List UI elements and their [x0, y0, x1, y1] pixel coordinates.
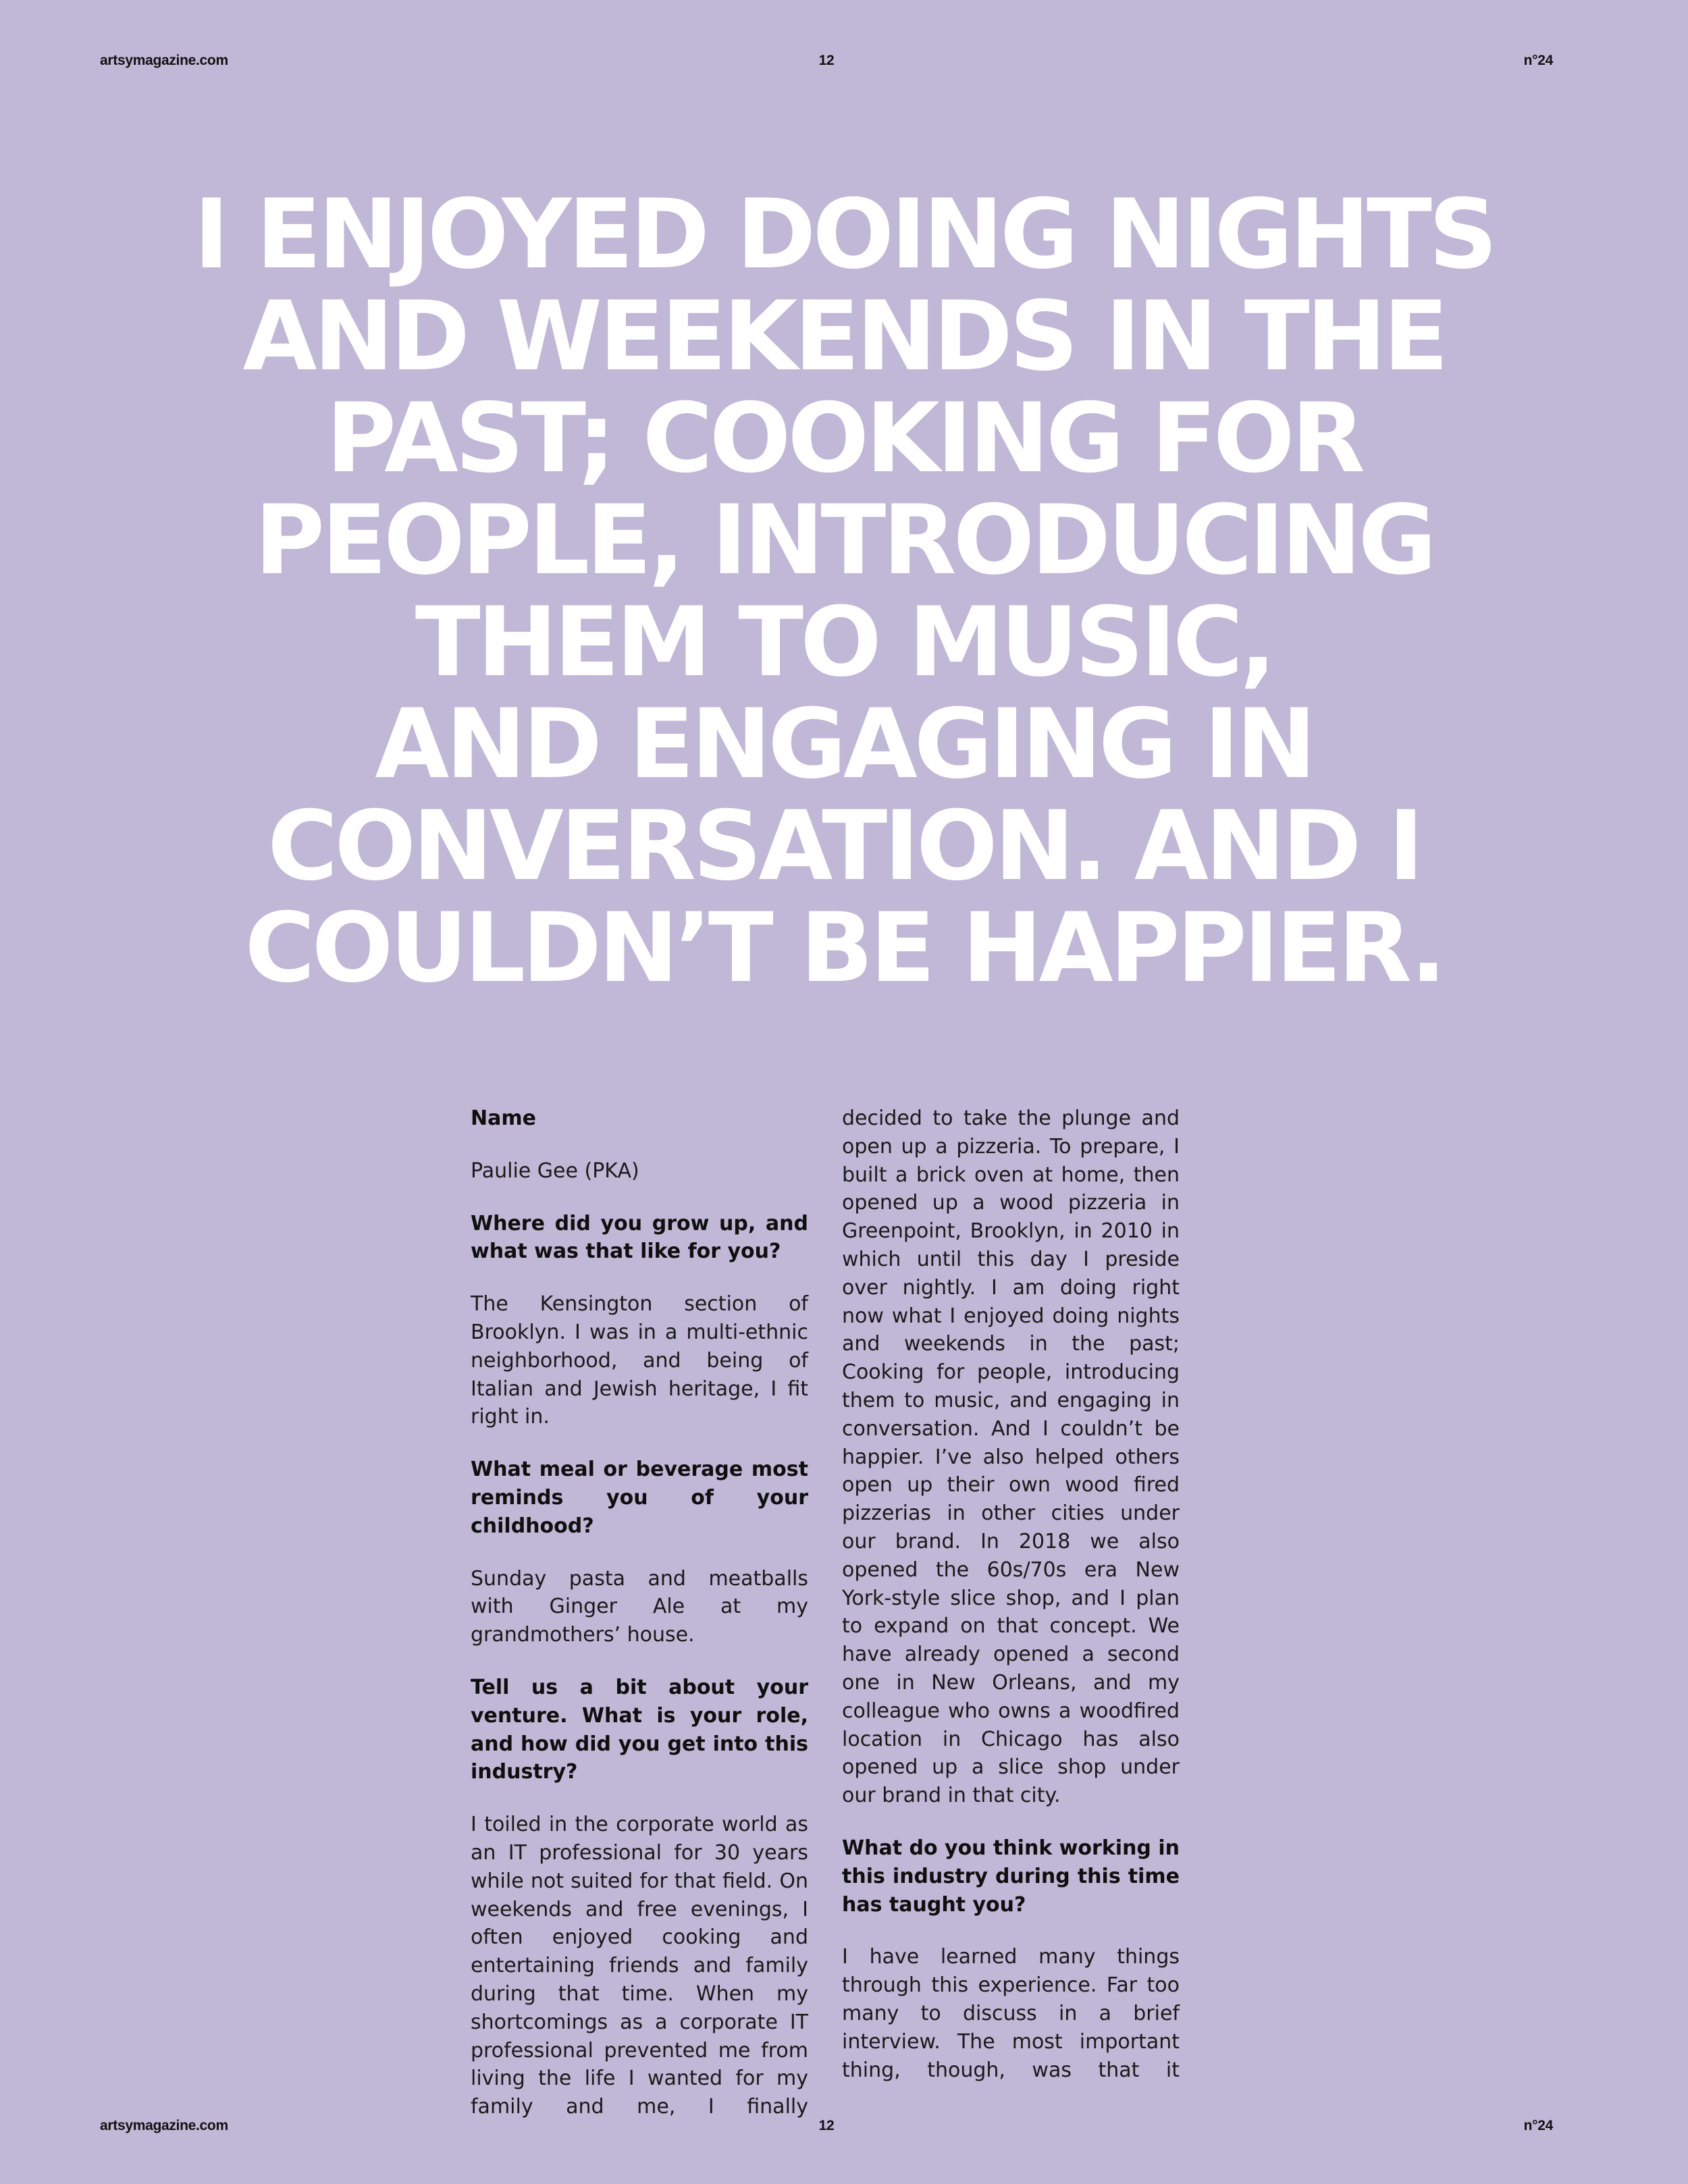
page-footer	[100, 2118, 1553, 2145]
pull-quote-line: I ENJOYED DOING NIGHTS	[193, 179, 1495, 290]
answer-2: Sunday pasta and meatballs with Ginger Ale at my grandmothers’ house.	[471, 1566, 808, 1647]
text-column-left	[471, 1104, 808, 2121]
question-2: What meal or beverage most reminds you of your childhood?	[471, 1458, 808, 1538]
pull-quote-line: THEM TO MUSIC,	[415, 587, 1273, 698]
pull-quote-line: PAST; COOKING FOR	[326, 383, 1362, 494]
footer-issue-number: n°24	[1523, 2118, 1553, 2133]
answer-3-part-2: decided to take the plunge and open up a pizzeria. To prepare, I built a brick oven at home, then opened up a wood pizzeria in Greenpoint, Brooklyn, in 2010 in which until this day I preside over nightly. I am doing right now what I enjoyed doing nights and weekends in the past; Cooking for people, introducing them to music, and engaging in conversation. And I couldn’t be happier. I’ve also helped others open up their own wood fired pizzerias in other cities under our brand. In 2018 we also opened the 60s/70s era New York-style slice shop, and I plan to expand on that concept. We have already opened a second one in New Orleans, and my colleague who owns a woodfired location in Chicago has also opened up a slice shop under our brand in that city.	[842, 1107, 1180, 1808]
header-site-name: artsymagazine.com	[100, 53, 228, 68]
answer-3-part-1: I toiled in the corporate world as an IT professional for 30 years while not suited for that field. On weekends and free evenings, I often enjoyed cooking and entertaining friends and family during that time. When my shortcomings as a corporate IT professional prevented me from living the life I wanted for my family and me, I finally	[471, 1813, 808, 2119]
answer-1: The Kensington section of Brooklyn. I was in a multi-ethnic neighborhood, and being of Italian and Jewish heritage, I fit right in.	[471, 1292, 808, 1429]
footer-site-name: artsymagazine.com	[100, 2118, 228, 2133]
pull-quote-line: AND ENGAGING IN	[375, 689, 1313, 800]
name-label: Name	[471, 1107, 536, 1130]
answer-4-part-1: I have learned many things through this experience. Far too many to discuss in a brief interview. The most important thing, though, was that it	[842, 1945, 1180, 2082]
pull-quote-line: AND WEEKENDS IN THE	[242, 281, 1446, 392]
pull-quote-line: COULDN’T BE HAPPIER.	[244, 893, 1444, 1004]
question-3: Tell us a bit about your venture. What is your role, and how did you get into this industry?	[471, 1675, 808, 1784]
pull-quote-line: CONVERSATION. AND I	[267, 791, 1421, 902]
name-value: Paulie Gee (PKA)	[471, 1158, 639, 1183]
question-1: Where did you grow up, and what was that like for you?	[471, 1211, 808, 1264]
text-column-right	[842, 1104, 1180, 2084]
pull-quote	[101, 179, 1587, 1004]
pull-quote-line: PEOPLE, INTRODUCING	[255, 485, 1433, 596]
header-issue-number: n°24	[1523, 53, 1553, 68]
page-header	[100, 53, 1553, 80]
header-page-number: 12	[818, 53, 835, 68]
interview-body	[471, 1104, 1180, 2119]
footer-page-number: 12	[818, 2118, 835, 2133]
question-4: What do you think working in this industry during this time has taught you?	[842, 1836, 1180, 1917]
